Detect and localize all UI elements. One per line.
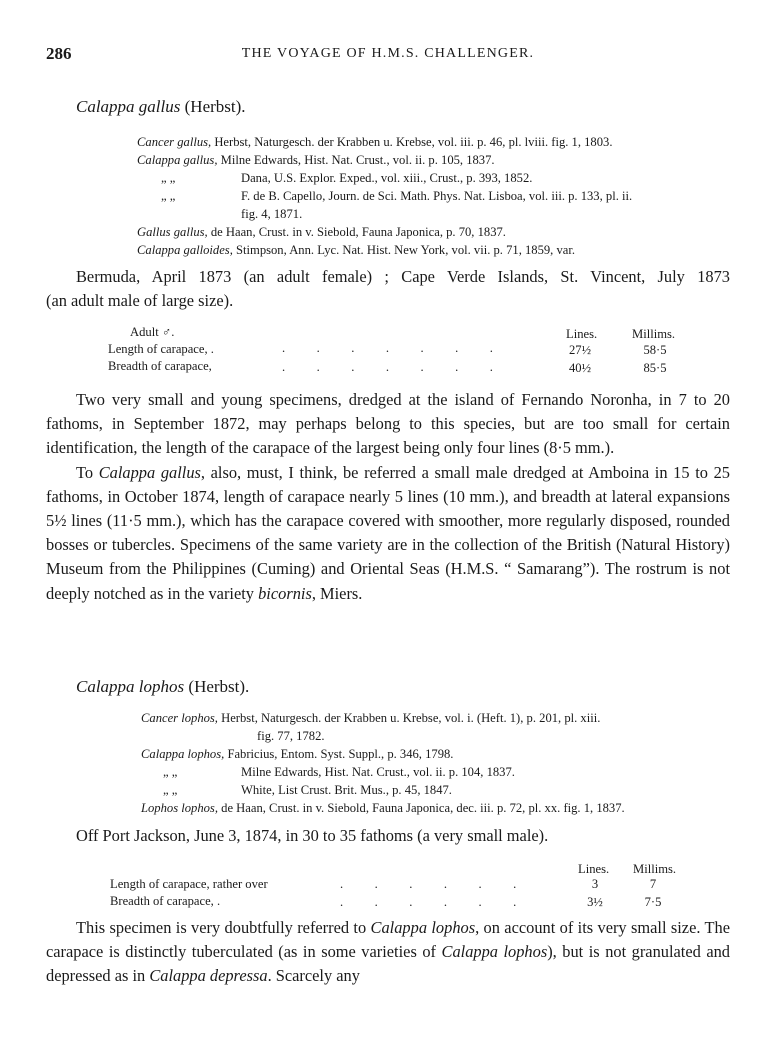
species-author: (Herbst). (188, 677, 250, 696)
synonym-line: „ „ F. de B. Capello, Journ. de Sci. Math. Phys. Nat. Lisboa, vol. iii. p. 133, pl. ii. (161, 189, 633, 203)
table-row-label: Length of carapace, rather over (110, 877, 268, 891)
running-head: THE VOYAGE OF H.M.S. CHALLENGER. (241, 46, 535, 61)
species-author: (Herbst). (184, 97, 246, 116)
table-cell-lines: 27½ (568, 343, 592, 357)
locality-paragraph: Off Port Jackson, June 3, 1874, in 30 to 35 fathoms (a very small male). (76, 826, 549, 845)
table-cell-lines: 40½ (568, 361, 592, 375)
leader-dots: . . . . . . (340, 895, 517, 909)
synonym-line: fig. 4, 1871. (241, 207, 303, 221)
page-number: 286 (46, 44, 72, 63)
column-header-lines: Lines. (566, 327, 598, 341)
column-header-millims: Millims. (633, 862, 677, 876)
synonym-line: fig. 77, 1782. (257, 729, 325, 743)
synonym-line: „ „ White, List Crust. Brit. Mus., p. 45, 1847. (163, 783, 452, 797)
table-cell-millims: 85·5 (643, 361, 667, 375)
table-row-label: Breadth of carapace, . (110, 894, 221, 908)
synonym-line: Cancer gallus, Herbst, Naturgesch. der Krabben u. Krebse, vol. iii. p. 46, pl. lviii. fig. 1, 1803. (137, 135, 613, 149)
table-cell-millims: 7·5 (644, 895, 662, 909)
synonym-line: Calappa gallus, Milne Edwards, Hist. Nat. Crust., vol. ii. p. 105, 1837. (137, 153, 495, 167)
synonym-line: „ „ Dana, U.S. Explor. Exped., vol. xiii., Crust., p. 393, 1852. (161, 171, 533, 185)
table-cell-millims: 58·5 (643, 343, 667, 357)
body-paragraph: Two very small and young specimens, dredged at the island of Fernando Noronha, in 7 to 20 fathoms, in September 1872, may perhaps belong to this species, but are too small for certain identification, the length of the carapace of the largest being only four lines (8·5 mm.). To Calappa gallus, also, must, I think, be referred a small male dredged at Amboina in 15 to 25 fathoms, in October 1874, length of carapace nearly 5 lines (10 mm.), and breadth at lateral expansions 5½ lines (11·5 mm.), which has the carapace covered with smoother, more regularly disposed, rounded bosses or tubercles. Specimens of the same variety are in the collection of the British (Natural History) Museum from the Philippines (Cuming) and Oriental Seas (H.M.S. “ Samarang”). The rostrum is not deeply notched as in the variety bicornis, Miers. (46, 390, 730, 603)
species-heading-calappa-lophos (76, 677, 249, 697)
synonym-line: Calappa lophos, Fabricius, Entom. Syst. Suppl., p. 346, 1798. (141, 747, 454, 761)
synonym-line: Calappa galloides, Stimpson, Ann. Lyc. Nat. Hist. New York, vol. vii. p. 71, 1859, var. (137, 243, 576, 257)
locality-paragraph: Bermuda, April 1873 (an adult female) ; Cape Verde Islands, St. Vincent, July 1873 (an adult male of large size). (46, 267, 730, 311)
table-row-label: Length of carapace, . (108, 342, 214, 356)
species-name: Calappa gallus (76, 97, 181, 116)
synonym-line: Gallus gallus, de Haan, Crust. in v. Siebold, Fauna Japonica, p. 70, 1837. (137, 225, 506, 239)
synonym-line: „ „ Milne Edwards, Hist. Nat. Crust., vol. ii. p. 104, 1837. (163, 765, 515, 779)
column-header-millims: Millims. (632, 327, 676, 341)
table-cell-millims: 7 (649, 877, 657, 891)
table-heading: Adult ♂. (130, 325, 175, 339)
column-header-lines: Lines. (578, 862, 610, 876)
leader-dots: . . . . . . . (282, 341, 493, 355)
table-cell-lines: 3 (591, 877, 599, 891)
body-paragraph: This specimen is very doubtfully referred to Calappa lophos, on account of its very small size. The carapace is distinctly tuberculated (as in some varieties of Calappa lophos), but is not granulated and depressed as in Calappa depressa. Scarcely any (46, 918, 731, 986)
species-name: Calappa lophos (76, 677, 185, 696)
synonym-line: Cancer lophos, Herbst, Naturgesch. der Krabben u. Krebse, vol. i. (Heft. 1), p. 201, pl. xiii. (141, 711, 601, 725)
synonym-line: Lophos lophos, de Haan, Crust. in v. Siebold, Fauna Japonica, dec. iii. p. 72, pl. xx. fig. 1, 1837. (141, 801, 625, 815)
leader-dots: . . . . . . (340, 877, 517, 891)
species-heading-calappa-gallus (76, 97, 246, 117)
table-row-label: Breadth of carapace, (108, 359, 212, 373)
leader-dots: . . . . . . . (282, 360, 493, 374)
table-cell-lines: 3½ (587, 895, 603, 909)
